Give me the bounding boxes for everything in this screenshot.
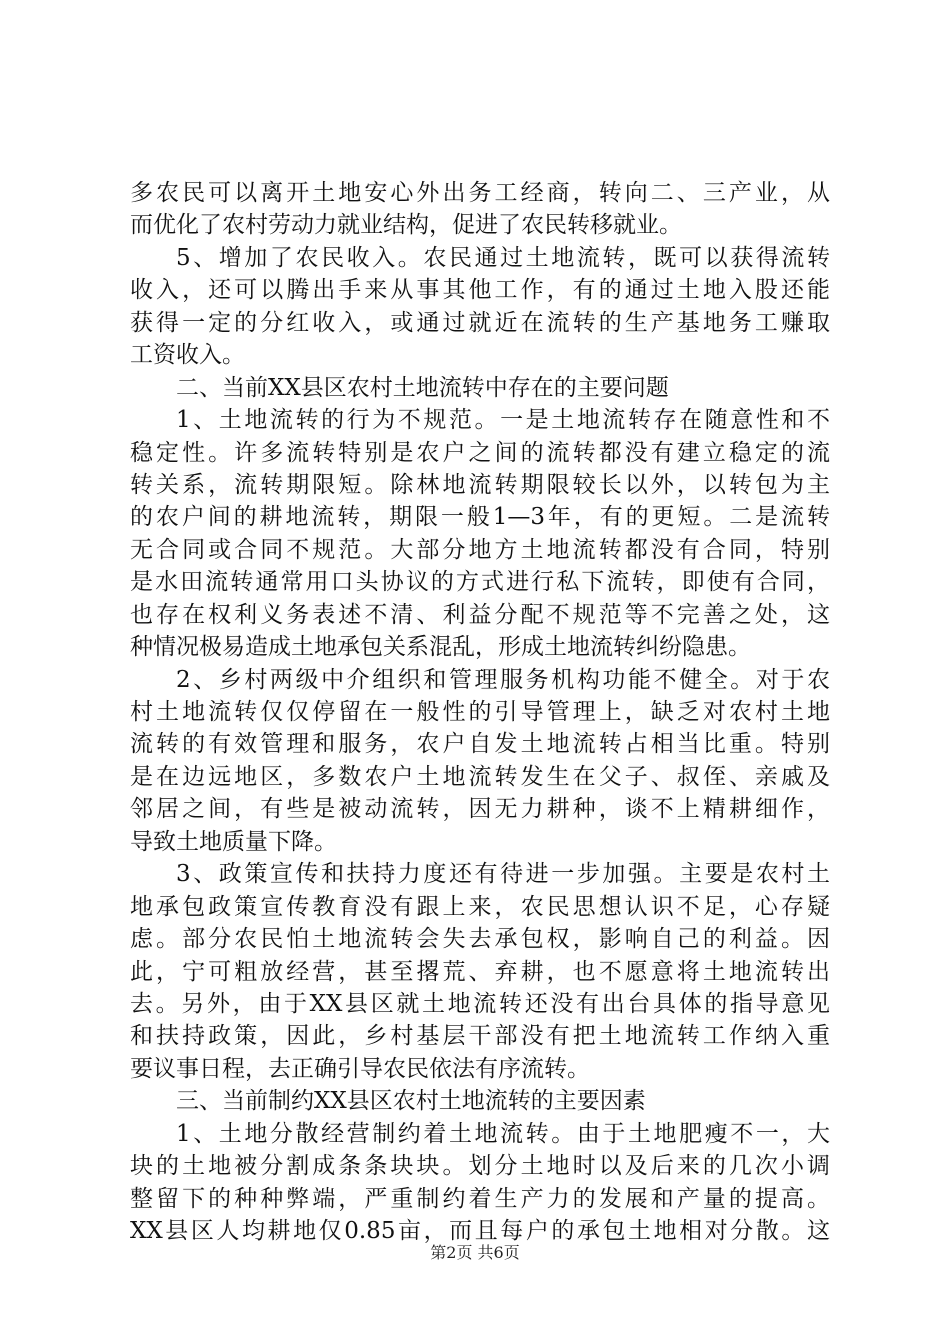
text-line: 去。另外，由于XX县区就土地流转还没有出台具体的指导意见 bbox=[130, 990, 830, 1017]
text-line: 流转的有效管理和服务，农户自发土地流转占相当比重。特别 bbox=[130, 731, 830, 758]
text-line: 是水田流转通常用口头协议的方式进行私下流转，即使有合同， bbox=[130, 569, 830, 596]
text-line: 三、当前制约XX县区农村土地流转的主要因素 bbox=[176, 1088, 646, 1115]
text-line: 工资收入。 bbox=[130, 342, 245, 369]
text-line: 收入，还可以腾出手来从事其他工作，有的通过土地入股还能 bbox=[130, 277, 830, 304]
text-line: 是在边远地区，多数农户土地流转发生在父子、叔侄、亲戚及 bbox=[130, 763, 830, 790]
text-line: 无合同或合同不规范。大部分地方土地流转都没有合同，特别 bbox=[130, 536, 830, 563]
text-line: 和扶持政策，因此，乡村基层干部没有把土地流转工作纳入重 bbox=[130, 1023, 830, 1050]
text-line: 村土地流转仅仅停留在一般性的引导管理上，缺乏对农村土地 bbox=[130, 699, 830, 725]
text-line: 导致土地质量下降。 bbox=[130, 828, 337, 855]
text-line: 也存在权利义务表述不清、利益分配不规范等不完善之处，这 bbox=[130, 601, 830, 628]
text-line: 1、土地流转的行为不规范。一是土地流转存在随意性和不 bbox=[176, 407, 830, 434]
text-line: 稳定性。许多流转特别是农户之间的流转都没有建立稳定的流 bbox=[130, 439, 830, 466]
text-line: 而优化了农村劳动力就业结构，促进了农民转移就业。 bbox=[130, 212, 682, 239]
text-line: 3、政策宣传和扶持力度还有待进一步加强。主要是农村土 bbox=[176, 861, 830, 888]
text-line: 整留下的种种弊端，严重制约着生产力的发展和产量的提高。 bbox=[130, 1185, 830, 1212]
document-body bbox=[130, 177, 830, 1247]
text-line: 多农民可以离开土地安心外出务工经商，转向二、三产业，从 bbox=[130, 180, 830, 206]
text-line: 块的土地被分割成条条块块。划分土地时以及后来的几次小调 bbox=[130, 1153, 830, 1180]
text-line: 虑。部分农民怕土地流转会失去承包权，影响自己的利益。因 bbox=[130, 926, 830, 953]
text-line: 此，宁可粗放经营，甚至撂荒、弃耕，也不愿意将土地流转出 bbox=[130, 958, 830, 985]
text-line: 邻居之间，有些是被动流转，因无力耕种，谈不上精耕细作， bbox=[130, 796, 830, 823]
text-line: XX县区人均耕地仅0.85亩，而且每户的承包土地相对分散。这 bbox=[130, 1218, 830, 1244]
text-line: 二、当前XX县区农村土地流转中存在的主要问题 bbox=[176, 374, 669, 401]
text-line: 2、乡村两级中介组织和管理服务机构功能不健全。对于农 bbox=[176, 666, 830, 693]
text-line: 的农户间的耕地流转，期限一般1—3年，有的更短。二是流转 bbox=[130, 504, 830, 531]
text-line: 1、土地分散经营制约着土地流转。由于土地肥瘦不一，大 bbox=[176, 1120, 830, 1147]
text-line: 要议事日程，去正确引导农民依法有序流转。 bbox=[130, 1055, 590, 1082]
text-line: 转关系，流转期限短。除林地流转期限较长以外，以转包为主 bbox=[130, 471, 830, 498]
page-footer: 第2页 共6页 bbox=[430, 1243, 520, 1262]
text-line: 获得一定的分红收入，或通过就近在流转的生产基地务工赚取 bbox=[130, 309, 830, 336]
text-line: 地承包政策宣传教育没有跟上来，农民思想认识不足，心存疑 bbox=[130, 893, 830, 920]
text-line: 5、增加了农民收入。农民通过土地流转，既可以获得流转 bbox=[176, 244, 830, 271]
text-line: 种情况极易造成土地承包关系混乱，形成土地流转纠纷隐患。 bbox=[130, 634, 751, 661]
